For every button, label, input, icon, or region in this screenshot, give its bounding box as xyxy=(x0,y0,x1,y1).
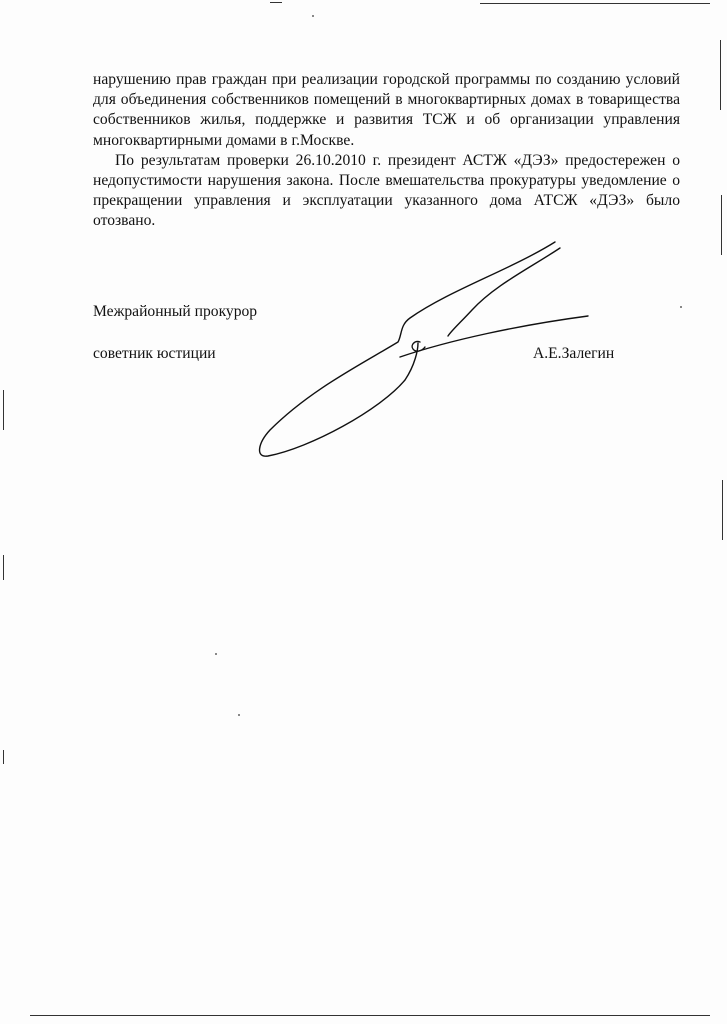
signatory-name: А.Е.Залегин xyxy=(533,345,615,362)
scan-edge-mark xyxy=(720,40,721,110)
scan-edge-mark xyxy=(721,195,722,255)
signature-stroke xyxy=(400,316,588,357)
scan-top-line xyxy=(270,2,282,3)
scan-dust xyxy=(312,15,314,17)
scan-edge-mark xyxy=(3,750,4,764)
rank-label: советник юстиции xyxy=(93,345,216,362)
scan-dust xyxy=(215,653,217,655)
scan-dust xyxy=(238,714,240,716)
handwritten-signature xyxy=(250,230,610,470)
paragraph-continued: нарушению прав граждан при реализации городской программы по созданию условий для объединения собственников помещений в многоквартирных домах в товарищества собственников жилья, поддержке и развития ТСЖ и об организации управления многоквартирными домами в г.Москве. xyxy=(93,71,680,149)
scan-edge-mark xyxy=(3,555,4,580)
position-title: Межрайонный прокурор xyxy=(93,303,258,320)
scan-bottom-line xyxy=(30,1015,710,1016)
signature-stroke xyxy=(260,242,555,456)
scan-dust xyxy=(680,306,682,308)
scan-edge-mark xyxy=(3,390,4,430)
scan-top-line xyxy=(480,3,710,4)
document-body xyxy=(93,70,680,232)
scan-edge-mark xyxy=(722,480,723,540)
paragraph-result: По результатам проверки 26.10.2010 г. президент АСТЖ «ДЭЗ» предостережен о недопустимости нарушения закона. После вмешательства прокуратуры уведомление о прекращении управления и эксплуатации указанного дома АТСЖ «ДЭЗ» было отозвано. xyxy=(93,151,680,230)
